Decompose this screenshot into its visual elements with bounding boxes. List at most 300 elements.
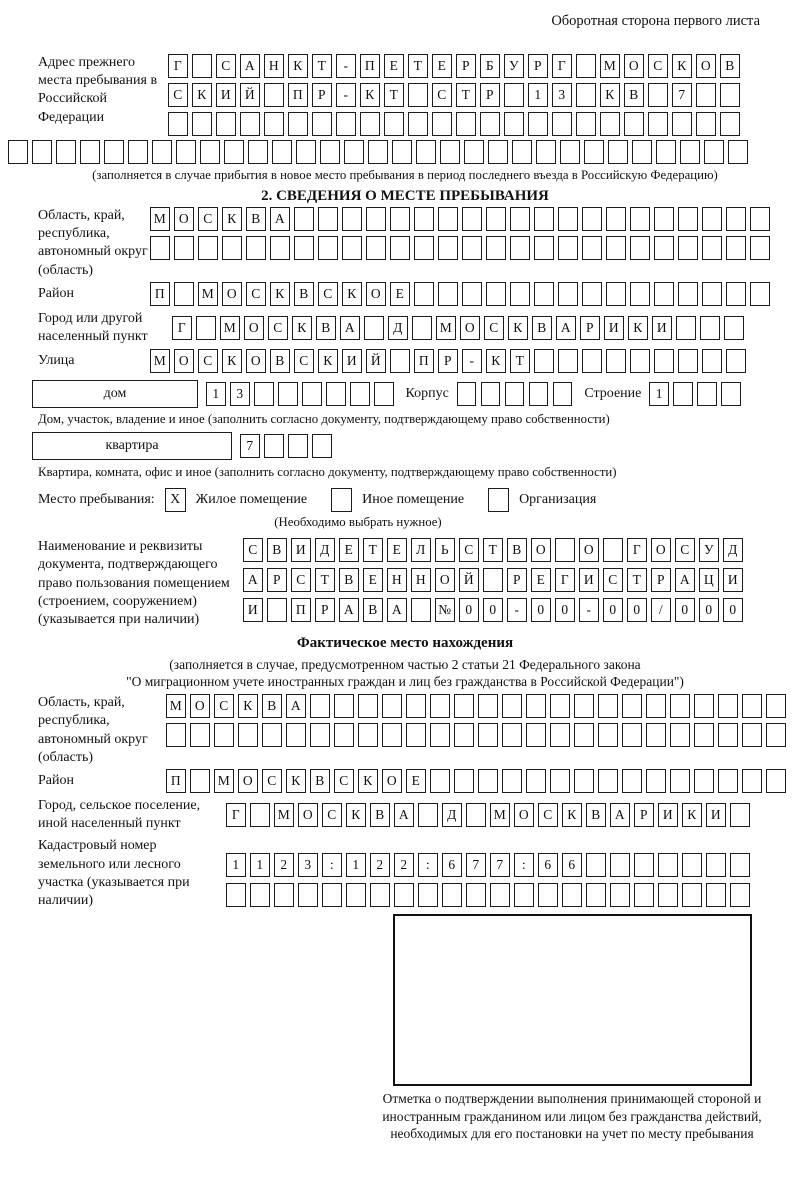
char-cell[interactable] <box>430 723 450 747</box>
char-cell[interactable] <box>678 236 698 260</box>
char-cell[interactable]: С <box>318 282 338 306</box>
char-cell[interactable]: С <box>262 769 282 793</box>
char-cell[interactable]: О <box>624 54 644 78</box>
char-cell[interactable]: И <box>604 316 624 340</box>
char-cell[interactable]: С <box>291 568 311 592</box>
stay-type-checkbox-other[interactable] <box>331 488 352 512</box>
char-cell[interactable]: В <box>339 568 359 592</box>
cadastral-line-1[interactable] <box>226 853 750 877</box>
char-cell[interactable]: В <box>363 598 383 622</box>
char-cell[interactable] <box>368 140 388 164</box>
char-cell[interactable]: К <box>318 349 338 373</box>
char-cell[interactable]: Д <box>723 538 743 562</box>
char-cell[interactable]: С <box>214 694 234 718</box>
char-cell[interactable]: О <box>366 282 386 306</box>
char-cell[interactable] <box>342 236 362 260</box>
char-cell[interactable] <box>750 282 770 306</box>
char-cell[interactable] <box>166 723 186 747</box>
char-cell[interactable]: 2 <box>274 853 294 877</box>
actual-region-line-2[interactable] <box>166 723 786 747</box>
char-cell[interactable] <box>648 112 668 136</box>
char-cell[interactable]: И <box>652 316 672 340</box>
char-cell[interactable] <box>414 282 434 306</box>
char-cell[interactable]: Т <box>315 568 335 592</box>
char-cell[interactable] <box>334 694 354 718</box>
char-cell[interactable]: Р <box>507 568 527 592</box>
char-cell[interactable]: 7 <box>672 83 692 107</box>
char-cell[interactable]: Д <box>315 538 335 562</box>
char-cell[interactable]: В <box>246 207 266 231</box>
char-cell[interactable] <box>574 723 594 747</box>
char-cell[interactable] <box>222 236 242 260</box>
char-cell[interactable] <box>198 236 218 260</box>
char-cell[interactable] <box>190 769 210 793</box>
char-cell[interactable]: С <box>432 83 452 107</box>
char-cell[interactable] <box>512 140 532 164</box>
char-cell[interactable]: Т <box>510 349 530 373</box>
char-cell[interactable]: В <box>267 538 287 562</box>
char-cell[interactable]: Т <box>408 54 428 78</box>
char-cell[interactable] <box>742 723 762 747</box>
char-cell[interactable]: У <box>699 538 719 562</box>
char-cell[interactable] <box>646 723 666 747</box>
char-cell[interactable] <box>558 349 578 373</box>
char-cell[interactable] <box>262 723 282 747</box>
char-cell[interactable]: 1 <box>649 382 669 406</box>
char-cell[interactable] <box>550 723 570 747</box>
char-cell[interactable]: 2 <box>394 853 414 877</box>
char-cell[interactable] <box>394 883 414 907</box>
char-cell[interactable] <box>454 694 474 718</box>
char-cell[interactable]: Н <box>387 568 407 592</box>
char-cell[interactable] <box>192 54 212 78</box>
char-cell[interactable]: И <box>706 803 726 827</box>
char-cell[interactable] <box>278 382 298 406</box>
char-cell[interactable] <box>504 83 524 107</box>
char-cell[interactable] <box>558 207 578 231</box>
char-cell[interactable] <box>697 382 717 406</box>
char-cell[interactable]: М <box>220 316 240 340</box>
char-cell[interactable] <box>658 883 678 907</box>
char-cell[interactable]: О <box>174 349 194 373</box>
char-cell[interactable] <box>478 769 498 793</box>
char-cell[interactable] <box>408 83 428 107</box>
char-cell[interactable]: / <box>651 598 671 622</box>
char-cell[interactable] <box>526 769 546 793</box>
stay-type-checkbox-residential[interactable]: X <box>165 488 186 512</box>
char-cell[interactable] <box>457 382 477 406</box>
char-cell[interactable]: С <box>334 769 354 793</box>
char-cell[interactable]: М <box>274 803 294 827</box>
char-cell[interactable] <box>702 282 722 306</box>
char-cell[interactable]: Е <box>531 568 551 592</box>
char-cell[interactable] <box>702 349 722 373</box>
char-cell[interactable] <box>750 236 770 260</box>
char-cell[interactable]: Р <box>456 54 476 78</box>
char-cell[interactable] <box>586 883 606 907</box>
char-cell[interactable]: Е <box>432 54 452 78</box>
char-cell[interactable] <box>264 112 284 136</box>
char-cell[interactable]: А <box>339 598 359 622</box>
char-cell[interactable]: П <box>414 349 434 373</box>
char-cell[interactable]: 1 <box>250 853 270 877</box>
char-cell[interactable] <box>412 316 432 340</box>
char-cell[interactable] <box>678 282 698 306</box>
char-cell[interactable]: 0 <box>675 598 695 622</box>
char-cell[interactable] <box>654 207 674 231</box>
char-cell[interactable] <box>678 207 698 231</box>
char-cell[interactable] <box>344 140 364 164</box>
char-cell[interactable] <box>504 112 524 136</box>
char-cell[interactable] <box>80 140 100 164</box>
char-cell[interactable] <box>680 140 700 164</box>
char-cell[interactable] <box>56 140 76 164</box>
char-cell[interactable] <box>534 207 554 231</box>
char-cell[interactable] <box>152 140 172 164</box>
char-cell[interactable] <box>382 723 402 747</box>
char-cell[interactable]: 6 <box>538 853 558 877</box>
char-cell[interactable] <box>646 694 666 718</box>
char-cell[interactable] <box>200 140 220 164</box>
char-cell[interactable] <box>390 207 410 231</box>
stroenie-cells[interactable] <box>649 382 741 406</box>
char-cell[interactable]: К <box>672 54 692 78</box>
document-line-3[interactable] <box>243 598 743 622</box>
char-cell[interactable] <box>478 694 498 718</box>
char-cell[interactable]: Р <box>480 83 500 107</box>
char-cell[interactable] <box>334 723 354 747</box>
char-cell[interactable] <box>502 694 522 718</box>
char-cell[interactable]: Г <box>552 54 572 78</box>
char-cell[interactable]: О <box>460 316 480 340</box>
char-cell[interactable] <box>296 140 316 164</box>
char-cell[interactable] <box>658 853 678 877</box>
char-cell[interactable]: К <box>508 316 528 340</box>
char-cell[interactable] <box>673 382 693 406</box>
char-cell[interactable] <box>608 140 628 164</box>
char-cell[interactable]: И <box>291 538 311 562</box>
city-cells[interactable] <box>172 316 744 340</box>
char-cell[interactable] <box>442 883 462 907</box>
char-cell[interactable] <box>267 598 287 622</box>
char-cell[interactable] <box>584 140 604 164</box>
char-cell[interactable] <box>726 282 746 306</box>
char-cell[interactable] <box>724 316 744 340</box>
char-cell[interactable]: 0 <box>531 598 551 622</box>
cadastral-line-2[interactable] <box>226 883 750 907</box>
char-cell[interactable] <box>462 282 482 306</box>
char-cell[interactable] <box>598 723 618 747</box>
char-cell[interactable]: В <box>294 282 314 306</box>
char-cell[interactable]: А <box>340 316 360 340</box>
char-cell[interactable] <box>576 112 596 136</box>
char-cell[interactable]: Р <box>312 83 332 107</box>
char-cell[interactable] <box>704 140 724 164</box>
char-cell[interactable] <box>350 382 370 406</box>
char-cell[interactable] <box>358 723 378 747</box>
char-cell[interactable]: 0 <box>723 598 743 622</box>
char-cell[interactable]: К <box>486 349 506 373</box>
char-cell[interactable] <box>384 112 404 136</box>
char-cell[interactable] <box>632 140 652 164</box>
char-cell[interactable]: 0 <box>603 598 623 622</box>
actual-district-cells[interactable] <box>166 769 786 793</box>
char-cell[interactable]: Е <box>406 769 426 793</box>
char-cell[interactable] <box>766 723 786 747</box>
char-cell[interactable] <box>555 538 575 562</box>
char-cell[interactable] <box>534 349 554 373</box>
confirmation-stamp-box[interactable] <box>393 914 752 1086</box>
char-cell[interactable] <box>302 382 322 406</box>
char-cell[interactable] <box>726 236 746 260</box>
char-cell[interactable] <box>192 112 212 136</box>
char-cell[interactable]: Г <box>168 54 188 78</box>
char-cell[interactable]: С <box>484 316 504 340</box>
char-cell[interactable]: М <box>150 207 170 231</box>
char-cell[interactable] <box>248 140 268 164</box>
char-cell[interactable]: : <box>322 853 342 877</box>
char-cell[interactable]: Е <box>363 568 383 592</box>
char-cell[interactable]: 1 <box>528 83 548 107</box>
char-cell[interactable]: О <box>174 207 194 231</box>
char-cell[interactable]: - <box>336 54 356 78</box>
char-cell[interactable] <box>598 694 618 718</box>
char-cell[interactable] <box>634 883 654 907</box>
char-cell[interactable]: : <box>418 853 438 877</box>
char-cell[interactable] <box>486 207 506 231</box>
char-cell[interactable] <box>318 236 338 260</box>
char-cell[interactable]: 2 <box>370 853 390 877</box>
char-cell[interactable]: М <box>150 349 170 373</box>
char-cell[interactable]: О <box>651 538 671 562</box>
apartment-cells[interactable] <box>240 434 332 458</box>
char-cell[interactable]: О <box>696 54 716 78</box>
char-cell[interactable] <box>510 236 530 260</box>
char-cell[interactable] <box>216 112 236 136</box>
char-cell[interactable]: М <box>198 282 218 306</box>
char-cell[interactable] <box>480 112 500 136</box>
char-cell[interactable] <box>672 112 692 136</box>
char-cell[interactable] <box>298 883 318 907</box>
char-cell[interactable]: П <box>288 83 308 107</box>
char-cell[interactable] <box>312 112 332 136</box>
char-cell[interactable]: Р <box>528 54 548 78</box>
char-cell[interactable] <box>270 236 290 260</box>
char-cell[interactable]: О <box>579 538 599 562</box>
char-cell[interactable]: Н <box>264 54 284 78</box>
char-cell[interactable] <box>464 140 484 164</box>
char-cell[interactable]: В <box>370 803 390 827</box>
char-cell[interactable] <box>558 236 578 260</box>
char-cell[interactable] <box>478 723 498 747</box>
char-cell[interactable] <box>264 83 284 107</box>
char-cell[interactable]: Н <box>411 568 431 592</box>
char-cell[interactable] <box>718 769 738 793</box>
char-cell[interactable]: № <box>435 598 455 622</box>
region-line-2[interactable] <box>150 236 770 260</box>
char-cell[interactable]: С <box>268 316 288 340</box>
char-cell[interactable] <box>416 140 436 164</box>
char-cell[interactable]: А <box>387 598 407 622</box>
char-cell[interactable] <box>534 236 554 260</box>
char-cell[interactable]: К <box>288 54 308 78</box>
char-cell[interactable] <box>250 883 270 907</box>
char-cell[interactable]: С <box>294 349 314 373</box>
char-cell[interactable]: Р <box>580 316 600 340</box>
char-cell[interactable]: О <box>222 282 242 306</box>
char-cell[interactable] <box>346 883 366 907</box>
char-cell[interactable]: С <box>648 54 668 78</box>
char-cell[interactable]: 7 <box>240 434 260 458</box>
char-cell[interactable]: К <box>562 803 582 827</box>
char-cell[interactable] <box>430 694 450 718</box>
char-cell[interactable]: Т <box>483 538 503 562</box>
char-cell[interactable] <box>654 236 674 260</box>
char-cell[interactable] <box>438 236 458 260</box>
document-line-1[interactable] <box>243 538 743 562</box>
char-cell[interactable] <box>536 140 556 164</box>
char-cell[interactable] <box>582 282 602 306</box>
char-cell[interactable]: Т <box>456 83 476 107</box>
char-cell[interactable] <box>196 316 216 340</box>
char-cell[interactable]: В <box>720 54 740 78</box>
char-cell[interactable] <box>702 207 722 231</box>
district-cells[interactable] <box>150 282 770 306</box>
char-cell[interactable]: 1 <box>346 853 366 877</box>
char-cell[interactable] <box>610 883 630 907</box>
char-cell[interactable] <box>574 769 594 793</box>
char-cell[interactable]: 1 <box>206 382 226 406</box>
char-cell[interactable] <box>720 83 740 107</box>
char-cell[interactable] <box>694 723 714 747</box>
char-cell[interactable]: Г <box>627 538 647 562</box>
char-cell[interactable]: 0 <box>459 598 479 622</box>
char-cell[interactable] <box>646 769 666 793</box>
char-cell[interactable]: О <box>244 316 264 340</box>
char-cell[interactable] <box>550 769 570 793</box>
char-cell[interactable]: 3 <box>230 382 250 406</box>
char-cell[interactable]: 0 <box>483 598 503 622</box>
char-cell[interactable]: Г <box>555 568 575 592</box>
char-cell[interactable] <box>582 349 602 373</box>
char-cell[interactable]: Р <box>267 568 287 592</box>
char-cell[interactable] <box>502 723 522 747</box>
char-cell[interactable]: Й <box>459 568 479 592</box>
prev-address-line-1[interactable] <box>168 54 740 78</box>
char-cell[interactable]: 0 <box>699 598 719 622</box>
char-cell[interactable]: К <box>342 282 362 306</box>
char-cell[interactable]: П <box>166 769 186 793</box>
char-cell[interactable] <box>392 140 412 164</box>
char-cell[interactable]: С <box>216 54 236 78</box>
char-cell[interactable] <box>374 382 394 406</box>
char-cell[interactable] <box>456 112 476 136</box>
char-cell[interactable]: М <box>490 803 510 827</box>
char-cell[interactable] <box>730 803 750 827</box>
char-cell[interactable] <box>582 207 602 231</box>
char-cell[interactable]: К <box>286 769 306 793</box>
char-cell[interactable] <box>342 207 362 231</box>
char-cell[interactable] <box>408 112 428 136</box>
char-cell[interactable]: А <box>240 54 260 78</box>
char-cell[interactable]: Р <box>634 803 654 827</box>
char-cell[interactable]: А <box>270 207 290 231</box>
char-cell[interactable]: 0 <box>555 598 575 622</box>
char-cell[interactable]: С <box>538 803 558 827</box>
char-cell[interactable] <box>700 316 720 340</box>
char-cell[interactable] <box>726 349 746 373</box>
char-cell[interactable]: С <box>198 207 218 231</box>
char-cell[interactable] <box>238 723 258 747</box>
char-cell[interactable]: 6 <box>562 853 582 877</box>
char-cell[interactable] <box>462 207 482 231</box>
char-cell[interactable] <box>294 207 314 231</box>
char-cell[interactable] <box>505 382 525 406</box>
char-cell[interactable] <box>406 694 426 718</box>
char-cell[interactable]: М <box>166 694 186 718</box>
char-cell[interactable]: Т <box>312 54 332 78</box>
char-cell[interactable]: В <box>532 316 552 340</box>
char-cell[interactable]: 0 <box>627 598 647 622</box>
char-cell[interactable] <box>481 382 501 406</box>
actual-region-line-1[interactable] <box>166 694 786 718</box>
char-cell[interactable]: С <box>322 803 342 827</box>
char-cell[interactable] <box>254 382 274 406</box>
char-cell[interactable] <box>586 853 606 877</box>
char-cell[interactable] <box>766 769 786 793</box>
char-cell[interactable]: Р <box>315 598 335 622</box>
char-cell[interactable]: В <box>262 694 282 718</box>
char-cell[interactable] <box>721 382 741 406</box>
char-cell[interactable]: И <box>723 568 743 592</box>
char-cell[interactable] <box>574 694 594 718</box>
char-cell[interactable] <box>576 54 596 78</box>
char-cell[interactable]: А <box>556 316 576 340</box>
char-cell[interactable] <box>560 140 580 164</box>
prev-address-line-2[interactable] <box>168 83 740 107</box>
char-cell[interactable]: В <box>586 803 606 827</box>
char-cell[interactable] <box>678 349 698 373</box>
char-cell[interactable]: Т <box>384 83 404 107</box>
char-cell[interactable] <box>702 236 722 260</box>
char-cell[interactable]: О <box>382 769 402 793</box>
char-cell[interactable] <box>670 723 690 747</box>
char-cell[interactable] <box>174 236 194 260</box>
char-cell[interactable]: Е <box>390 282 410 306</box>
char-cell[interactable]: 7 <box>490 853 510 877</box>
char-cell[interactable] <box>322 883 342 907</box>
char-cell[interactable] <box>562 883 582 907</box>
char-cell[interactable] <box>246 236 266 260</box>
char-cell[interactable] <box>488 140 508 164</box>
char-cell[interactable]: А <box>286 694 306 718</box>
char-cell[interactable]: О <box>246 349 266 373</box>
char-cell[interactable] <box>750 207 770 231</box>
char-cell[interactable]: К <box>628 316 648 340</box>
char-cell[interactable] <box>718 694 738 718</box>
char-cell[interactable]: Ц <box>699 568 719 592</box>
char-cell[interactable] <box>606 349 626 373</box>
char-cell[interactable]: Е <box>339 538 359 562</box>
char-cell[interactable] <box>360 112 380 136</box>
char-cell[interactable]: - <box>579 598 599 622</box>
char-cell[interactable] <box>250 803 270 827</box>
char-cell[interactable]: К <box>270 282 290 306</box>
char-cell[interactable] <box>742 769 762 793</box>
char-cell[interactable] <box>630 207 650 231</box>
char-cell[interactable]: : <box>514 853 534 877</box>
char-cell[interactable]: С <box>459 538 479 562</box>
